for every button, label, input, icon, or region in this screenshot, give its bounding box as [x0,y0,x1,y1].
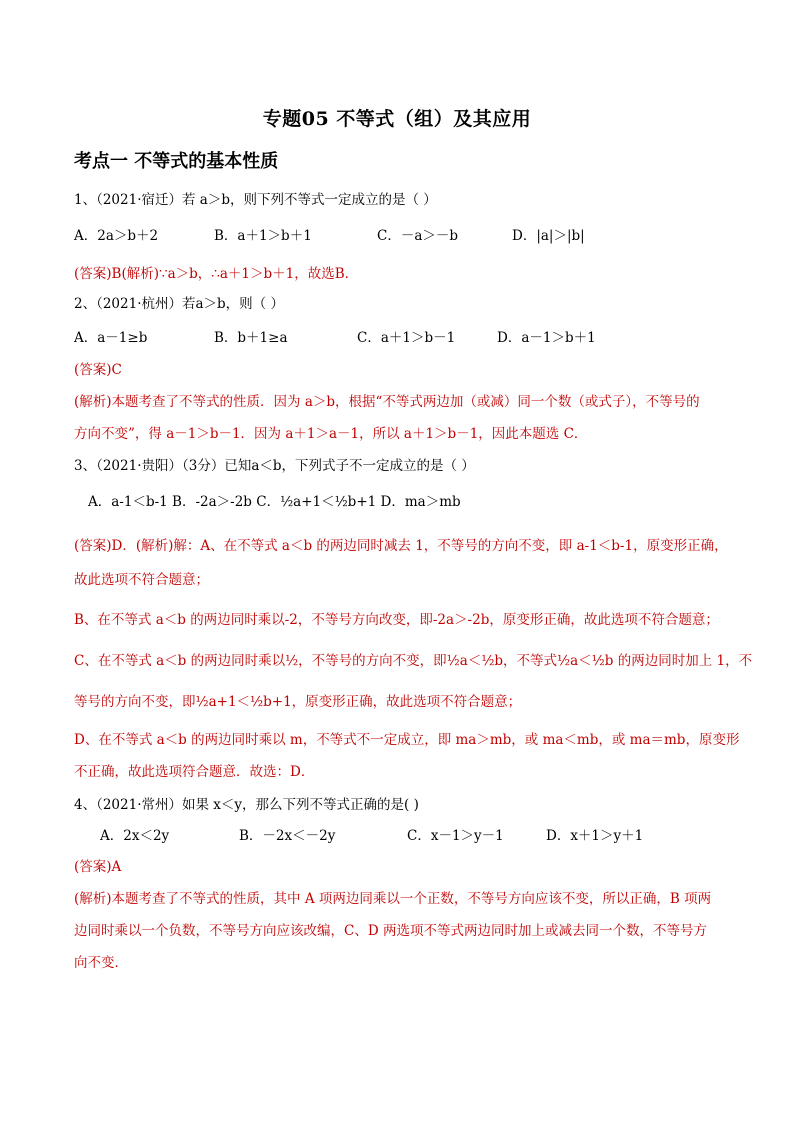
question-2-answer: (答案)C [74,362,122,378]
question-2-analysis-line-1: (解析)本题考查了不等式的性质．因为 a＞b，根据“不等式两边加（或减）同一个数（或式子），不等号的 [74,394,700,410]
question-1-stem: 1、（2021·宿迁）若 a＞b，则下列不等式一定成立的是（ ） [74,192,437,208]
q2-option-d: D．a－1＞b＋1 [497,330,596,346]
page-title: 专题05 不等式（组）及其应用 [262,108,532,130]
question-4-stem: 4、（2021·常州）如果 x＜y，那么下列不等式正确的是( ) [74,797,419,813]
section-heading: 考点一 不等式的基本性质 [74,151,279,172]
question-2-stem: 2、（2021·杭州）若a＞b，则（ ） [74,296,284,312]
question-3-analysis-line-3: B、在不等式 a＜b 的两边同时乘以-2，不等号方向改变，即-2a＞-2b，原变形正确，故此选项不符合题意； [74,612,719,628]
question-4-analysis-line-1: (解析)本题考查了不等式的性质，其中 A 项两边同乘以一个正数，不等号方向应该不变，所以正确，B 项两 [74,891,712,907]
q4-option-d: D．x＋1＞y＋1 [546,828,644,844]
question-3-analysis-line-1: (答案)D．(解析)解：A、在不等式 a＜b 的两边同时减去 1，不等号的方向不变，即 a-1＜b-1，原变形正确， [74,538,728,554]
question-4-answer: (答案)A [74,859,122,875]
q1-option-a: A．2a＞b＋2 [74,228,159,244]
question-4-analysis-line-3: 向不变． [74,955,128,971]
q4-option-a: A．2x＜2y [100,828,170,844]
q1-option-b: B．a＋1＞b＋1 [214,228,312,244]
q2-option-b: B．b＋1≥a [214,330,288,346]
question-3-stem: 3、（2021·贵阳）（3分）已知a＜b，下列式子不一定成立的是（ ） [74,458,475,474]
q1-option-d: D．|a|＞|b| [512,228,585,244]
question-3-analysis-line-6: D、在不等式 a＜b 的两边同时乘以 m，不等式不一定成立，即 ma＞mb，或 ma＜mb，或 ma＝mb，原变形 [74,732,740,748]
q4-option-c: C．x－1＞y－1 [407,828,504,844]
question-1-answer: (答案)B(解析)∵a＞b，∴a＋1＞b＋1，故选B． [74,266,359,282]
question-3-analysis-line-7: 不正确，故此选项符合题意．故选：D． [74,764,315,780]
q4-option-b: B．－2x＜－2y [239,828,336,844]
q2-option-c: C．a＋1＞b－1 [357,330,456,346]
question-3-analysis-line-2: 故此选项不符合题意； [74,572,209,588]
question-2-analysis-line-2: 方向不变”，得 a－1＞b－1．因为 a＋1＞a－1，所以 a＋1＞b－1，因此本题选 C． [74,426,588,442]
question-3-options: A．a-1＜b-1 B．-2a＞-2b C．½a+1＜½b+1 D．ma＞mb [88,494,461,510]
question-3-analysis-line-5: 等号的方向不变，即½a+1＜½b+1，原变形正确，故此选项不符合题意； [74,694,522,710]
q2-option-a: A．a－1≥b [74,330,148,346]
question-3-analysis-line-4: C、在不等式 a＜b 的两边同时乘以½，不等号的方向不变，即½a＜½b，不等式½a＜½b 的两边同时加上 1，不 [74,653,753,669]
question-4-analysis-line-2: 边同时乘以一个负数，不等号方向应该改编，C、D 两选项不等式两边同时加上或减去同一个数，不等号方 [74,923,707,939]
q1-option-c: C．－a＞－b [377,228,459,244]
